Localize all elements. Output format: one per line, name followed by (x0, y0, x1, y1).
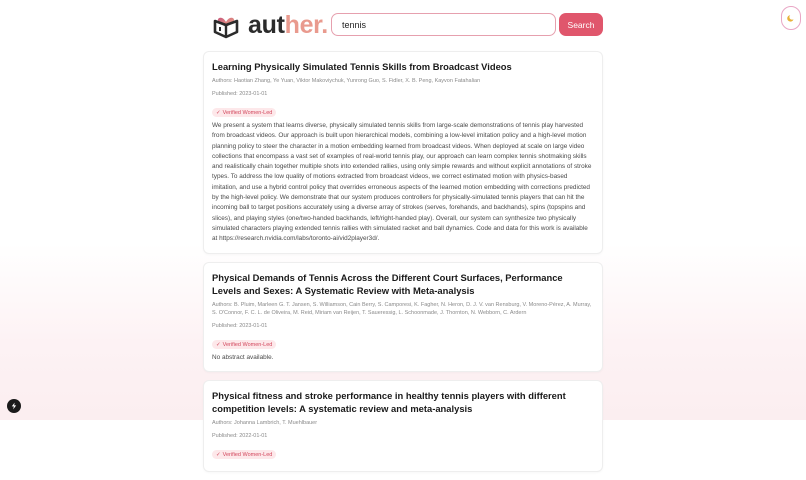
result-published-date: Published: 2023-01-01 (212, 322, 268, 329)
result-authors: Authors: Johanna Lambrich, T. Muehlbauer (212, 420, 318, 427)
result-title[interactable]: Physical Demands of Tennis Across the Different Court Surfaces, Performance Levels and Sexes: A Systematic Review with Meta-analysis (212, 271, 563, 296)
result-card[interactable] (203, 262, 603, 373)
results-list (203, 51, 603, 480)
result-authors: Authors: B. Pluim, Marleen G. T. Jansen, S. Williamson, Cain Berry, S. Camporesi, K. Fagher, N. Heron, D. J. V. van Rensburg, V. Moreno-Pérez, A. Murray, S. O'Connor, F. C. L. de Oliveira, M. Reid, Miriam van Reijen, T. Saueressig, L. Schoonmade, J. Thornton, N. Webborn, C. Ardern (212, 301, 592, 317)
brand-name: auther. (248, 10, 328, 39)
theme-toggle-button[interactable] (781, 6, 801, 30)
result-published-date: Published: 2023-01-01 (212, 90, 268, 97)
result-published-date: Published: 2022-01-01 (212, 432, 268, 439)
floating-action-button[interactable] (7, 399, 21, 413)
result-title[interactable]: Physical fitness and stroke performance in healthy tennis players with different competition levels: A systematic review and meta-analysis (212, 390, 566, 415)
result-abstract: No abstract available. (212, 354, 274, 362)
moon-icon (786, 13, 796, 23)
logo[interactable] (212, 10, 328, 40)
result-card[interactable] (203, 380, 603, 472)
result-authors: Authors: Haotian Zhang, Ye Yuan, Viktor Makoviychuk, Yunrong Guo, S. Fidler, X. B. Peng, Kayvon Fatahalian (212, 78, 481, 84)
header (212, 10, 604, 40)
result-title[interactable]: Learning Physically Simulated Tennis Skills from Broadcast Videos (212, 61, 512, 72)
search-input[interactable] (331, 13, 556, 36)
search-button[interactable]: Search (559, 13, 603, 36)
result-abstract: We present a system that learns diverse, physically simulated tennis skills from large-scale demonstrations of tennis play harvested from broadcast videos. Our approach is built upon hierarchical models, combining a low-level imitation policy and a high-level motion planning policy to steer the character in a motion embedding learned from broadcast videos. When deployed at scale on large video collections that encompass a vast set of examples of real-world tennis play, our approach can learn complex tennis shotmaking skills and realistically chain together multiple shots into extended rallies, using only simple rewards and without explicit annotations of stroke types. To address the low quality of motions extracted from broadcast videos, we correct estimated motion with physics-based imitation, and use a hybrid control policy that overrides erroneous aspects of the learned motion embedding with corrections predicted by the high-level policy. We demonstrate that our system produces controllers for physically-simulated tennis players that can hit the incoming ball to target positions accurately using a diverse array of strokes (serves, forehands, and backhands), spins (topspins and slices), and playing styles (one/two-handed backhands, left/right-handed play). Overall, our system can synthesize two physically simulated characters playing extended tennis rallies with simulated racket and ball dynamics. Code and data for this work is available at https://research.nvidia.com/labs/toronto-ai/vid2player3d/. (212, 122, 592, 243)
verified-women-led-badge: ✓ Verified Women-Led (212, 340, 276, 349)
check-icon: ✓ (216, 451, 221, 458)
verified-women-led-badge: ✓ Verified Women-Led (212, 108, 276, 117)
verified-women-led-badge: ✓ Verified Women-Led (212, 450, 276, 459)
check-icon: ✓ (216, 341, 221, 348)
lightning-icon (10, 402, 18, 410)
result-card[interactable] (203, 51, 603, 254)
heart-box-logo-icon (212, 11, 240, 39)
check-icon: ✓ (216, 109, 221, 116)
